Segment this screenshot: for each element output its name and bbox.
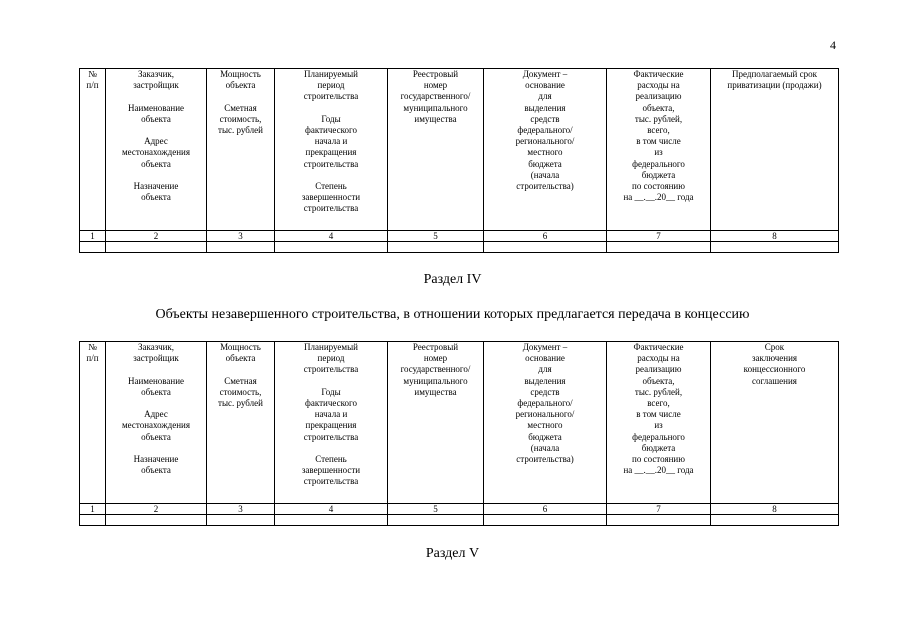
column-number: 2 bbox=[106, 504, 207, 515]
header-line: объекта bbox=[141, 158, 171, 169]
empty-cell bbox=[275, 242, 388, 253]
header-line: местного bbox=[527, 147, 563, 158]
header-cell-number bbox=[80, 342, 106, 504]
column-numbers-row bbox=[80, 231, 839, 242]
header-line bbox=[208, 364, 273, 375]
column-number: 5 bbox=[388, 504, 484, 515]
header-line: строительства bbox=[303, 431, 359, 442]
header-line: из bbox=[654, 147, 663, 158]
empty-cell bbox=[275, 515, 388, 526]
header-line: по состоянию bbox=[632, 454, 685, 465]
header-line bbox=[107, 364, 205, 375]
header-line: Реестровый bbox=[412, 342, 459, 352]
header-line: объекта, bbox=[642, 102, 675, 113]
header-line: в том числе bbox=[636, 409, 681, 420]
header-line: строительства bbox=[303, 476, 359, 487]
empty-cell bbox=[80, 515, 106, 526]
header-line: Документ – bbox=[522, 342, 568, 352]
header-line: объекта, bbox=[642, 375, 675, 386]
header-line: всего, bbox=[647, 125, 670, 136]
empty-cell bbox=[484, 242, 607, 253]
header-line: прекращения bbox=[305, 420, 357, 431]
header-line: тыс. рублей, bbox=[634, 386, 683, 397]
header-row bbox=[80, 342, 839, 504]
header-cell-customer bbox=[106, 69, 207, 231]
header-line: Годы bbox=[321, 113, 341, 124]
header-cell-registry bbox=[388, 69, 484, 231]
header-line: Степень bbox=[315, 181, 347, 191]
empty-cell bbox=[607, 242, 711, 253]
header-line: регионального/ bbox=[515, 136, 575, 147]
header-line: строительства bbox=[303, 91, 359, 102]
header-line: по состоянию bbox=[632, 181, 685, 192]
empty-cell bbox=[484, 515, 607, 526]
header-line: Назначение bbox=[133, 453, 179, 464]
header-cell-document bbox=[484, 69, 607, 231]
header-line: расходы на bbox=[637, 80, 680, 91]
header-line: Заказчик, bbox=[137, 342, 175, 352]
header-line bbox=[107, 125, 205, 136]
header-line: муниципального bbox=[403, 375, 468, 386]
header-line: тыс. рублей bbox=[218, 125, 263, 135]
header-line: для bbox=[538, 364, 552, 375]
header-line: начала и bbox=[314, 409, 348, 420]
header-line: Планируемый bbox=[304, 342, 358, 352]
header-line: реализацию bbox=[635, 364, 682, 375]
header-line: в том числе bbox=[636, 136, 681, 147]
header-line: всего, bbox=[647, 398, 670, 409]
column-number: 7 bbox=[607, 231, 711, 242]
header-line: п/п bbox=[86, 80, 99, 91]
header-line bbox=[208, 91, 273, 102]
header-cell-capacity bbox=[207, 342, 275, 504]
header-line: период bbox=[317, 80, 345, 91]
column-number: 4 bbox=[275, 231, 388, 242]
empty-row bbox=[80, 515, 839, 526]
header-line: объекта bbox=[225, 353, 256, 364]
header-line: Сметная bbox=[224, 375, 257, 386]
column-number: 6 bbox=[484, 231, 607, 242]
column-number: 2 bbox=[106, 231, 207, 242]
header-line: реализацию bbox=[635, 91, 682, 102]
empty-cell bbox=[388, 515, 484, 526]
section-iv-title: Раздел IV bbox=[423, 272, 482, 287]
header-line: застройщик bbox=[133, 80, 179, 91]
header-line: муниципального bbox=[403, 102, 468, 113]
header-line: фактического bbox=[305, 398, 357, 408]
header-cell-document bbox=[484, 342, 607, 504]
header-line: фактического bbox=[305, 125, 357, 135]
header-line bbox=[107, 91, 205, 102]
header-cell-capacity bbox=[207, 69, 275, 231]
header-line: (начала bbox=[530, 169, 560, 180]
header-line: имущества bbox=[414, 386, 457, 397]
header-line: застройщик bbox=[133, 353, 179, 364]
header-line: номер bbox=[423, 80, 448, 91]
header-line: № bbox=[88, 69, 97, 79]
empty-cell bbox=[80, 242, 106, 253]
header-line: Реестровый bbox=[412, 69, 459, 79]
header-line: федерального bbox=[632, 431, 685, 442]
header-line: стоимость, bbox=[219, 113, 262, 124]
section-v-title: Раздел V bbox=[425, 546, 480, 561]
header-line: федерального/ bbox=[517, 125, 573, 136]
header-line: выделения bbox=[524, 102, 566, 113]
header-line: соглашения bbox=[752, 375, 797, 386]
header-line: объекта bbox=[141, 386, 171, 397]
header-line: объекта bbox=[225, 80, 256, 91]
header-line: Планируемый bbox=[304, 69, 358, 79]
header-line: объекта bbox=[141, 113, 171, 124]
header-line: Срок bbox=[764, 342, 785, 352]
empty-row bbox=[80, 242, 839, 253]
header-line: Мощность bbox=[220, 342, 261, 352]
header-cell-concession-term bbox=[711, 342, 839, 504]
header-line: бюджета bbox=[528, 431, 562, 442]
header-line: завершенности bbox=[301, 192, 361, 203]
header-cell-registry bbox=[388, 342, 484, 504]
header-line: Адрес bbox=[144, 136, 168, 147]
header-line: стоимость, bbox=[219, 386, 262, 397]
header-line: объекта bbox=[141, 431, 171, 442]
header-line: период bbox=[317, 353, 345, 364]
header-line: приватизации (продажи) bbox=[727, 80, 822, 91]
objects-concession-table bbox=[79, 341, 839, 526]
header-line: Фактические bbox=[633, 342, 684, 352]
column-number: 4 bbox=[275, 504, 388, 515]
header-line: № bbox=[88, 342, 97, 352]
column-number: 3 bbox=[207, 504, 275, 515]
header-line: основание bbox=[525, 80, 565, 91]
empty-cell bbox=[388, 242, 484, 253]
header-line: Сметная bbox=[224, 102, 257, 113]
header-line bbox=[107, 398, 205, 409]
header-line: федерального bbox=[632, 158, 685, 169]
header-line: прекращения bbox=[305, 147, 357, 158]
header-line: Степень bbox=[315, 454, 347, 464]
section-iv-subtitle: Объекты незавершенного строительства, в отношении которых предлагается передача в концессию bbox=[155, 307, 750, 322]
header-cell-expenses bbox=[607, 342, 711, 504]
header-line: на __.__.20__ года bbox=[623, 192, 694, 203]
header-line: концессионного bbox=[743, 364, 806, 375]
empty-cell bbox=[106, 515, 207, 526]
column-number: 8 bbox=[711, 231, 839, 242]
empty-cell bbox=[711, 515, 839, 526]
column-number: 6 bbox=[484, 504, 607, 515]
header-line: завершенности bbox=[301, 465, 361, 476]
column-number: 5 bbox=[388, 231, 484, 242]
header-line bbox=[107, 443, 205, 454]
header-cell-number bbox=[80, 69, 106, 231]
header-line: Наименование bbox=[127, 102, 185, 113]
header-line: номер bbox=[423, 353, 448, 364]
empty-cell bbox=[207, 242, 275, 253]
header-line bbox=[276, 103, 386, 114]
column-numbers-row bbox=[80, 504, 839, 515]
header-line: Назначение bbox=[133, 180, 179, 191]
header-line: тыс. рублей bbox=[218, 398, 263, 408]
header-line: Мощность bbox=[220, 69, 261, 79]
header-cell-period bbox=[275, 342, 388, 504]
empty-cell bbox=[711, 242, 839, 253]
header-line: местонахождения bbox=[121, 147, 191, 158]
header-line: бюджета bbox=[528, 158, 562, 169]
header-line: строительства bbox=[303, 158, 359, 169]
header-line: Наименование bbox=[127, 375, 185, 386]
header-line: местонахождения bbox=[121, 420, 191, 431]
page-number: 4 bbox=[830, 38, 836, 52]
header-line: местного bbox=[527, 420, 563, 431]
header-line: расходы на bbox=[637, 353, 680, 364]
header-line bbox=[276, 170, 386, 181]
column-number: 3 bbox=[207, 231, 275, 242]
header-line: заключения bbox=[751, 353, 798, 364]
header-line bbox=[107, 170, 205, 181]
column-number: 1 bbox=[80, 504, 106, 515]
empty-cell bbox=[106, 242, 207, 253]
header-line bbox=[276, 376, 386, 387]
header-line: имущества bbox=[414, 113, 457, 124]
header-line: Годы bbox=[321, 386, 341, 397]
header-line: федерального/ bbox=[517, 398, 573, 409]
header-line: основание bbox=[525, 353, 565, 364]
header-line: государственного/ bbox=[400, 364, 471, 375]
header-line: объекта bbox=[141, 465, 171, 476]
column-number: 7 bbox=[607, 504, 711, 515]
header-line: из bbox=[654, 420, 663, 431]
empty-cell bbox=[207, 515, 275, 526]
header-line: для bbox=[538, 91, 552, 102]
header-line: строительства) bbox=[516, 454, 574, 465]
header-line: п/п bbox=[86, 353, 99, 364]
objects-privatization-table bbox=[79, 68, 839, 253]
header-line: Предполагаемый срок bbox=[732, 69, 817, 79]
header-line: Фактические bbox=[633, 69, 684, 79]
header-line: начала и bbox=[314, 136, 348, 147]
empty-cell bbox=[607, 515, 711, 526]
header-row bbox=[80, 69, 839, 231]
header-line: (начала bbox=[530, 442, 560, 453]
header-line: объекта bbox=[141, 192, 171, 203]
header-line bbox=[276, 443, 386, 454]
header-line: бюджета bbox=[641, 442, 676, 453]
header-line: строительства bbox=[303, 203, 359, 214]
header-line: Документ – bbox=[522, 69, 568, 79]
header-line: Заказчик, bbox=[137, 69, 175, 79]
header-line: выделения bbox=[524, 375, 566, 386]
header-cell-expenses bbox=[607, 69, 711, 231]
header-cell-customer bbox=[106, 342, 207, 504]
header-line: бюджета bbox=[641, 169, 676, 180]
header-cell-privatization bbox=[711, 69, 839, 231]
header-line: на __.__.20__ года bbox=[623, 465, 694, 476]
header-line: строительства) bbox=[516, 181, 574, 192]
header-line: средств bbox=[530, 113, 560, 124]
header-line: строительства bbox=[303, 364, 359, 375]
header-line: государственного/ bbox=[400, 91, 471, 102]
header-line: регионального/ bbox=[515, 409, 575, 420]
column-number: 1 bbox=[80, 231, 106, 242]
header-line: Адрес bbox=[144, 409, 168, 420]
column-number: 8 bbox=[711, 504, 839, 515]
header-cell-period bbox=[275, 69, 388, 231]
header-line: тыс. рублей, bbox=[634, 113, 683, 124]
header-line: средств bbox=[530, 386, 560, 397]
